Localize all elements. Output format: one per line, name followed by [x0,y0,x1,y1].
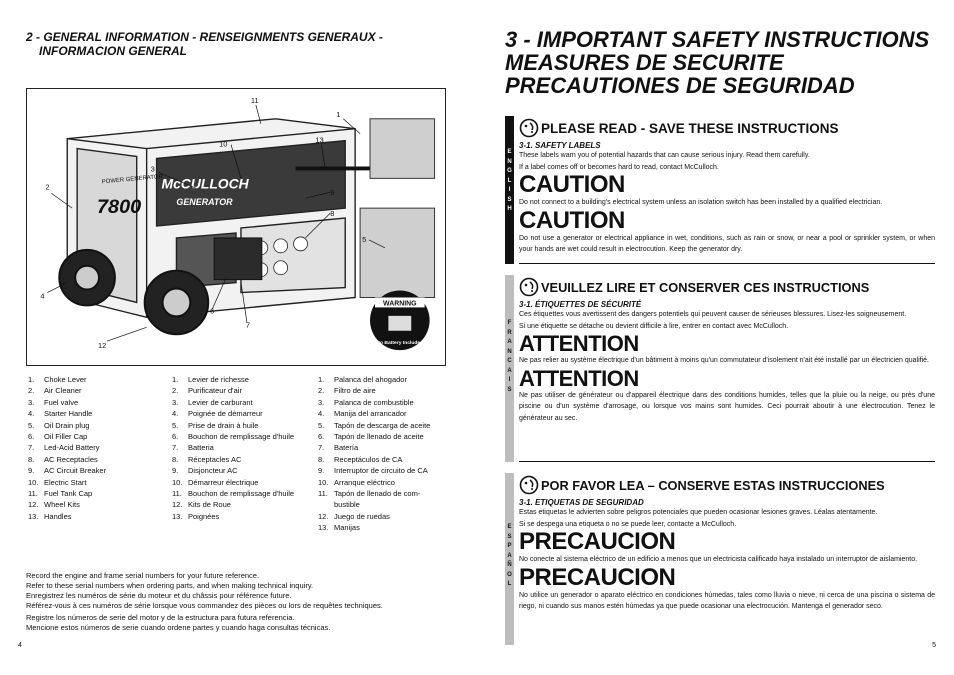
parts-list-number: 4. [172,409,179,419]
parts-list-label: Levier de richesse [188,375,249,384]
parts-list-number: 4. [318,409,325,419]
parts-list-label: Purificateur d'air [188,386,242,396]
intro-english-2: If a label comes off or becomes hard to read, contact McCulloch. [519,163,719,171]
parts-list-french [172,374,312,522]
parts-list-number: 1. [28,375,35,384]
battery-label-bottom: No Battery Included [376,341,424,347]
precaucion-text-1: No conecte al sistema eléctrico de un edificio a menos que un electricista calificado haya instalado un interruptor de aislamiento. [519,556,918,563]
parts-list-label: Manija del arrancador [334,409,407,419]
parts-list-item [172,431,312,442]
parts-list-label: Poignée de démarreur [188,409,263,419]
attention-text-2: Ne pas utiliser de générateur ou d'appareil électrique dans des conditions humides, telles que la pluie ou la neige, ou près d'une piscine ou d'un système d'arrosage, ou lorsque vos mains sont humides. Ceci pourrait aboutir à une électrocution. Tenez le générateur au sec. [519,391,935,422]
language-letter: C [507,358,512,364]
parts-list-item [28,385,168,396]
section-title-french-text: VEUILLEZ LIRE ET CONSERVER CES INSTRUCTIONS [541,279,870,295]
language-letter: E [507,524,512,530]
intro-english-1: These labels warn you of potential hazards that can cause serious injury. Read them carefully. [519,152,810,159]
parts-list-item [28,397,168,408]
parts-list-item [318,397,453,408]
serial-es-line1: Registre los números de serie del motor y de la estructura para futura referencia. [26,613,295,622]
parts-list-number: 7. [318,443,325,453]
language-letter: I [508,377,511,383]
figure-panel-text: POWER GENERATOR [101,174,164,186]
parts-list-spanish [318,374,453,534]
parts-list-item [318,374,453,385]
parts-list-item [28,408,168,419]
figure-model-text: GENERATOR [176,197,233,208]
parts-list-label: Poignées [188,511,220,521]
parts-list-item [172,374,312,385]
parts-list-number: 9. [318,466,325,476]
parts-list-item [318,442,453,453]
parts-list-item [28,454,168,465]
parts-list-number: 8. [172,454,179,464]
right-heading-line2: MEASURES DE SECURITE [505,50,784,75]
parts-list-item [172,511,312,522]
parts-list-number: 9. [172,466,179,476]
parts-list-item [172,499,312,510]
callout-1: 1 [336,109,341,119]
parts-list-item [28,431,168,442]
parts-list-item [28,374,168,385]
language-bar-french [505,275,514,462]
parts-list-number: 10. [172,477,183,487]
parts-list-label: Manijas [334,523,360,533]
parts-list-label: Démarreur électrique [188,477,259,487]
callout-5: 5 [362,234,367,244]
serial-note-french [26,591,456,610]
serial-fr-line1: Enregistrez les numéros de série du moteur et du châssis pour référence future. [26,591,292,600]
parts-list-number: 6. [172,432,179,442]
parts-list-number: 8. [318,454,325,464]
callout-13: 13 [315,135,324,145]
section-divider [519,461,935,462]
section-title-spanish [519,473,935,497]
battery-warning-label [370,291,430,351]
generator-illustration [27,89,445,365]
section-title-english-text: PLEASE READ - SAVE THESE INSTRUCTIONS [541,120,839,136]
parts-list-label: Oil Filler Cap [44,432,88,442]
subtitle-spanish: 3-1. ETIQUETAS DE SEGURIDAD [519,498,644,507]
language-letter: L [507,581,512,587]
parts-list-item [172,397,312,408]
parts-list-item [172,477,312,488]
language-letter: S [507,196,512,203]
safety-alert-icon [519,277,539,297]
parts-list-item [172,420,312,431]
parts-list-number: 8. [28,454,35,464]
left-page-heading [26,30,446,58]
parts-list-item [172,454,312,465]
intro-french-1: Ces étiquettes vous avertissent des dangers potentiels qui peuvent causer de sérieuses blessures. Lisez-les soigneusement. [519,311,907,318]
section-divider [519,263,935,264]
intro-french-2: Si une étiquette se détache ou devient difficile à lire, entrer en contact avec McCulloch. [519,322,789,330]
parts-list-item [318,511,453,522]
callout-6: 6 [210,306,215,316]
parts-list-label: bustible [334,500,360,510]
parts-list-label: Prise de drain à huile [188,420,259,430]
parts-list-label: Kits de Roue [188,500,231,510]
callout-12: 12 [98,341,107,351]
parts-list-number: 3. [318,397,325,407]
generator-figure [26,88,446,366]
serial-en-line2: Refer to these serial numbers when ordering parts, and when making technical inquiry. [26,580,314,590]
callout-3: 3 [150,164,155,174]
parts-list-label: Tapón de llenado de com- [334,489,421,499]
parts-list-label: Choke Lever [44,375,87,384]
parts-list-label: Interruptor de circuito de CA [334,466,428,476]
language-letters-spanish [505,523,514,590]
parts-list-number: 9. [28,466,35,476]
serial-note-spanish [26,613,456,632]
parts-list-number: 13. [318,523,329,533]
language-letter: Ñ [507,562,512,568]
parts-list-label: Réceptacles AC [188,454,242,464]
parts-list-item [318,385,453,396]
parts-list-item [318,522,453,533]
page-number-left: 4 [18,642,22,649]
safety-alert-icon [519,475,539,495]
language-letter: O [507,571,512,578]
parts-list-label: Palanca del ahogador [334,375,407,384]
parts-list-label: Filtro de aire [334,386,376,396]
left-heading-line2: INFORMACION GENERAL [39,44,187,58]
callout-7: 7 [245,320,251,330]
parts-list-item [172,488,312,499]
parts-list-number: 6. [28,432,35,442]
parts-list-number: 13. [28,511,39,521]
intro-spanish-2: Si se despega una etiqueta o no se puede leer, contacte a McCulloch. [519,520,737,528]
safety-alert-icon [519,118,539,138]
parts-list-label: Starter Handle [44,409,93,419]
section-title-french [519,275,935,299]
language-letter: F [507,320,512,326]
language-letters-french [505,319,514,395]
language-letter: S [507,533,512,540]
parts-list-label: Fuel Tank Cap [44,489,93,499]
parts-list-item [28,499,168,510]
parts-list-item [172,385,312,396]
parts-list-number: 3. [28,397,35,407]
language-bar-english [505,116,514,264]
language-letter: A [507,339,512,345]
parts-list-label: Levier de carburant [188,397,253,407]
subtitle-english: 3-1. SAFETY LABELS [519,141,601,150]
parts-list-number: 2. [28,386,35,396]
parts-list-label: Batería [334,443,359,453]
parts-list-number: 5. [172,420,179,430]
parts-list-number: 10. [28,477,39,487]
parts-list-number: 12. [172,500,183,510]
right-heading-line1: 3 - IMPORTANT SAFETY INSTRUCTIONS [505,27,930,52]
parts-list-number: 11. [318,489,328,499]
parts-list-label: Arranque eléctrico [334,477,395,487]
parts-list-number: 12. [28,500,39,510]
parts-list-item [318,499,453,510]
parts-list-item [172,465,312,476]
parts-list-item [28,420,168,431]
attention-title-1: ATTENTION [519,331,639,356]
parts-list-label: Handles [44,511,72,521]
parts-list-label: Palanca de combustible [334,397,414,407]
parts-list-label: AC Circuit Breaker [44,466,107,476]
parts-list-number: 5. [28,420,35,430]
parts-list-number: 2. [172,386,179,396]
page-number-right: 5 [932,642,936,649]
parts-list-number: 1. [318,375,325,384]
caution-text-2: Do not use a generator or electrical appliance in wet, conditions, such as rain or snow, or near a pool or sprinkler system, or when your hands are wet could result in electrocution. Keep the generator dry. [519,234,935,253]
section-title-spanish-text: POR FAVOR LEA – CONSERVE ESTAS INSTRUCCIONES [541,477,885,493]
parts-list-label: Oil Drain plug [44,420,90,430]
parts-list-number: 7. [28,443,35,453]
attention-text-1: Ne pas relier au système électrique d'un bâtiment à moins qu'un commutateur d'isolement n'ait été installé par un électricien qualifié. [519,357,930,364]
language-letter: A [507,367,512,374]
parts-list-label: Receptáculos de CA [334,454,403,464]
language-bar-spanish [505,473,514,645]
right-page-heading [505,28,945,97]
right-page [477,0,954,675]
parts-list-label: Fuel valve [44,397,79,407]
intro-spanish-1: Estas etiquetas le advierten sobre peligros potenciales que pueden ocasionar lesiones graves. Léalas atentamente. [519,509,878,516]
parts-list-number: 5. [318,420,325,430]
parts-list-label: Tapón de llenado de aceite [334,432,424,442]
parts-list-number: 10. [318,477,329,487]
language-letter: I [508,187,511,193]
caution-title-1: CAUTION [519,171,625,198]
language-letter: A [507,552,512,559]
right-heading-line3: PRECAUTIONES DE SEGURIDAD [505,73,855,98]
parts-list-number: 6. [318,432,325,442]
caution-title-2: CAUTION [519,206,625,234]
parts-list-item [28,477,168,488]
parts-list-item [318,408,453,419]
parts-list-item [318,465,453,476]
parts-list-item [318,420,453,431]
parts-list-item [318,431,453,442]
safety-section-french [505,275,935,462]
parts-list-number: 4. [28,409,35,419]
parts-list-label: Wheel Kits [44,500,80,510]
callout-9: 9 [330,188,335,198]
serial-es-line2: Mencione estos números de serie cuando ordene partes y cuando haga consultas técnicas. [26,622,331,632]
callout-8: 8 [330,209,335,219]
figure-model-number: 7800 [97,196,142,219]
parts-list-label: Juego de ruedas [334,511,390,521]
parts-list-number: 3. [172,397,179,407]
parts-list-item [172,408,312,419]
parts-list-label: Electric Start [44,477,87,487]
parts-list-label: Tapón de descarga de aceite [334,420,431,430]
precaucion-title-2: PRECAUCION [519,563,676,591]
language-letter: N [507,348,512,355]
parts-list-label: Air Cleaner [44,386,82,396]
subtitle-french: 3-1. ÉTIQUETTES DE SÉCURITÉ [519,300,642,309]
parts-list-number: 7. [172,443,179,453]
parts-list-item [318,477,453,488]
figure-brand-text: McCULLOCH [161,175,249,192]
parts-list-label: Disjoncteur AC [188,466,238,476]
parts-list-english [28,374,168,522]
parts-list-label: Led-Acid Battery [44,443,100,453]
parts-list-label: AC Receptacles [44,454,98,464]
parts-list-number: 13. [172,511,183,521]
parts-list-label: Bouchon de remplissage d'huile [188,432,295,442]
parts-list-number: 11. [28,489,38,499]
parts-list-number: 11. [172,489,182,499]
serial-en-line1: Record the engine and frame serial numbers for your future reference. [26,571,260,580]
parts-list-item [172,442,312,453]
parts-list-item [318,454,453,465]
language-letter: L [507,177,512,184]
precaucion-title-1: PRECAUCION [519,528,676,555]
parts-list-item [28,465,168,476]
attention-title-2: ATTENTION [519,365,639,391]
language-letter: P [507,543,512,549]
parts-list-item [28,511,168,522]
language-letter: E [507,149,512,155]
parts-list-number [318,499,334,510]
language-letter: G [507,168,512,174]
safety-section-spanish [505,473,935,645]
callout-10: 10 [219,139,228,149]
serial-fr-line2: Référez-vous à ces numéros de série lorsque vous commandez des pièces ou lors de requêtes techniques. [26,600,383,610]
callout-4: 4 [40,291,45,301]
caution-text-1: Do not connect to a building's electrical system unless an isolation switch has been installed by a qualified electrician. [519,199,883,206]
language-letter: S [507,386,512,393]
language-letter: H [507,206,512,212]
serial-note-english [26,571,456,590]
callout-11: 11 [250,95,259,105]
parts-list-number: 12. [318,511,329,521]
parts-list-number: 1. [172,375,179,384]
battery-label-top: WARNING [383,300,417,308]
section-title-english [519,116,935,140]
parts-list-item [28,442,168,453]
language-letter: N [507,158,512,165]
parts-list-label: Batteria [188,443,214,453]
parts-list-label: Bouchon de remplissage d'huile [188,489,295,499]
parts-list-item [28,488,168,499]
language-letters-english [505,148,514,215]
callout-2: 2 [45,182,50,192]
parts-list-item [318,488,453,499]
precaucion-text-2: No utilice un generador o aparato eléctrico en condiciones húmedas, tales como lluvia o nieve, ni cerca de una piscina o sistema de riego, ni cuando sus manos estén húmedas ya que puede ocasionar una electrocución. Mantenga el generador seco. [519,591,935,610]
language-letter: R [507,329,512,336]
safety-section-english [505,116,935,264]
left-heading-line1: 2 - GENERAL INFORMATION - RENSEIGNMENTS GENERAUX - [26,30,383,44]
parts-list-number: 2. [318,386,325,396]
